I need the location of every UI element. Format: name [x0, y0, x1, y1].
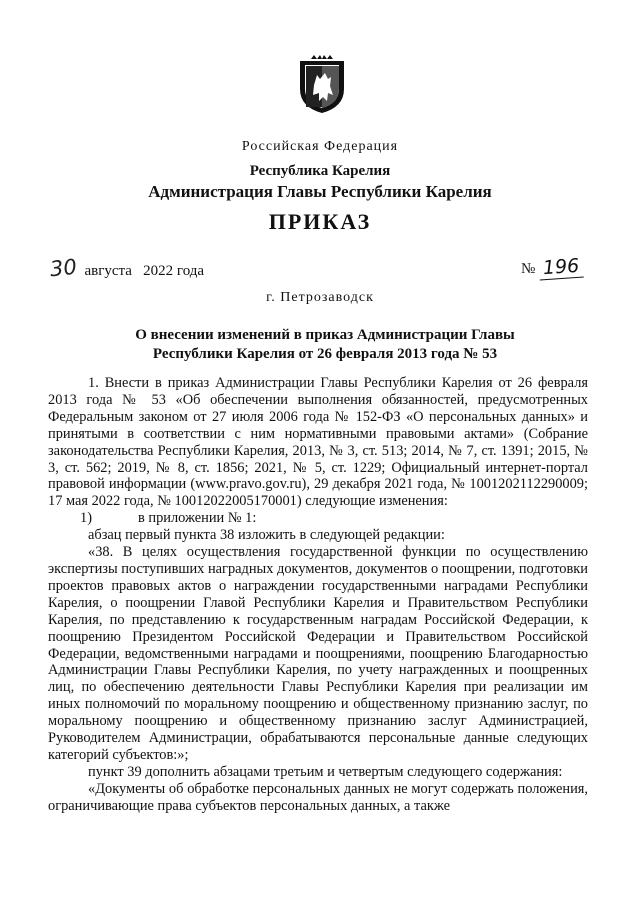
number-prefix: №	[521, 261, 536, 277]
handwritten-day: 30	[48, 254, 78, 282]
paragraph-5: «Документы об обработке персональных данных не могут содержать положения, ограничивающие права субъектов персональных данных, а также	[48, 780, 588, 814]
document-title: О внесении изменений в приказ Администрации Главы Республики Карелия от 26 февраля 2013 года № 53	[135, 327, 515, 362]
paragraph-1: 1. Внести в приказ Администрации Главы Республики Карелия от 26 февраля 2013 года № 53 «Об обеспечении выполнения обязанностей, предусмотренных Федеральным законом от 27 июля 2006 года № 152-ФЗ «О персональных данных» и принятыми в соответствии с ним нормативными правовыми актами» (Собрание законодательства Республики Карелия, 2013, № 3, ст. 513; 2014, № 7, ст. 1391; 2015, № 3, ст. 562; 2019, № 8, ст. 1856; 2021, № 5, ст. 1229; Официальный интернет-портал правовой информации (www.pravo.gov.ru), 29 декабря 2021 года, № 1001202112290009; 17 мая 2022 года, № 10012022005170001) следующие изменения:	[48, 375, 588, 510]
city-name: г. Петрозаводск	[266, 290, 374, 305]
paragraph-4: пункт 39 дополнить абзацами третьим и четвертым следующего содержания:	[88, 763, 563, 780]
republic-name: Республика Карелия	[249, 163, 391, 179]
document-date	[50, 256, 204, 280]
subitem-1	[48, 510, 588, 527]
handwritten-number: 196	[538, 254, 584, 280]
administration-name: Администрация Главы Республики Карелия	[148, 182, 492, 201]
paragraph-3: «38. В целях осуществления государственной функции по осуществлению экспертизы поступивших наградных документов, документов о поощрении, подготовки проектов правовых актов о награждении государственными наградами Республики Карелия, о поощрении Главой Республики Карелия и Правительством Республики Карелия, по представлению к государственным наградам Российской Федерации, к поощрению Президентом Российской Федерации и Правительством Российской Федерации, ведомственными наградами и поощрениями, поощрению Благодарностью Администрации Главы Республики Карелия, по учету награжденных и поощренных лиц, по обеспечению деятельности Главы Республики Карелия при реализации им иных полномочий по моральному поощрению и общественному признанию заслуг, по моральному поощрению и общественному признанию заслуг Администрацией, Руководителем Администрации, обрабатываются персональные данные следующих категорий субъектов:»;	[48, 544, 588, 763]
paragraph-2: абзац первый пункта 38 изложить в следующей редакции:	[88, 527, 445, 544]
date-month-year: августа 2022 года	[84, 263, 205, 279]
karelia-coat-of-arms-icon	[297, 55, 347, 115]
subitem-1-number: 1)	[80, 510, 92, 527]
subitem-1-text: в приложении № 1:	[138, 510, 257, 527]
country-name: Российская Федерация	[241, 139, 399, 154]
document-number	[521, 256, 583, 279]
document-body	[48, 375, 588, 815]
document-type-heading: ПРИКАЗ	[268, 209, 372, 234]
